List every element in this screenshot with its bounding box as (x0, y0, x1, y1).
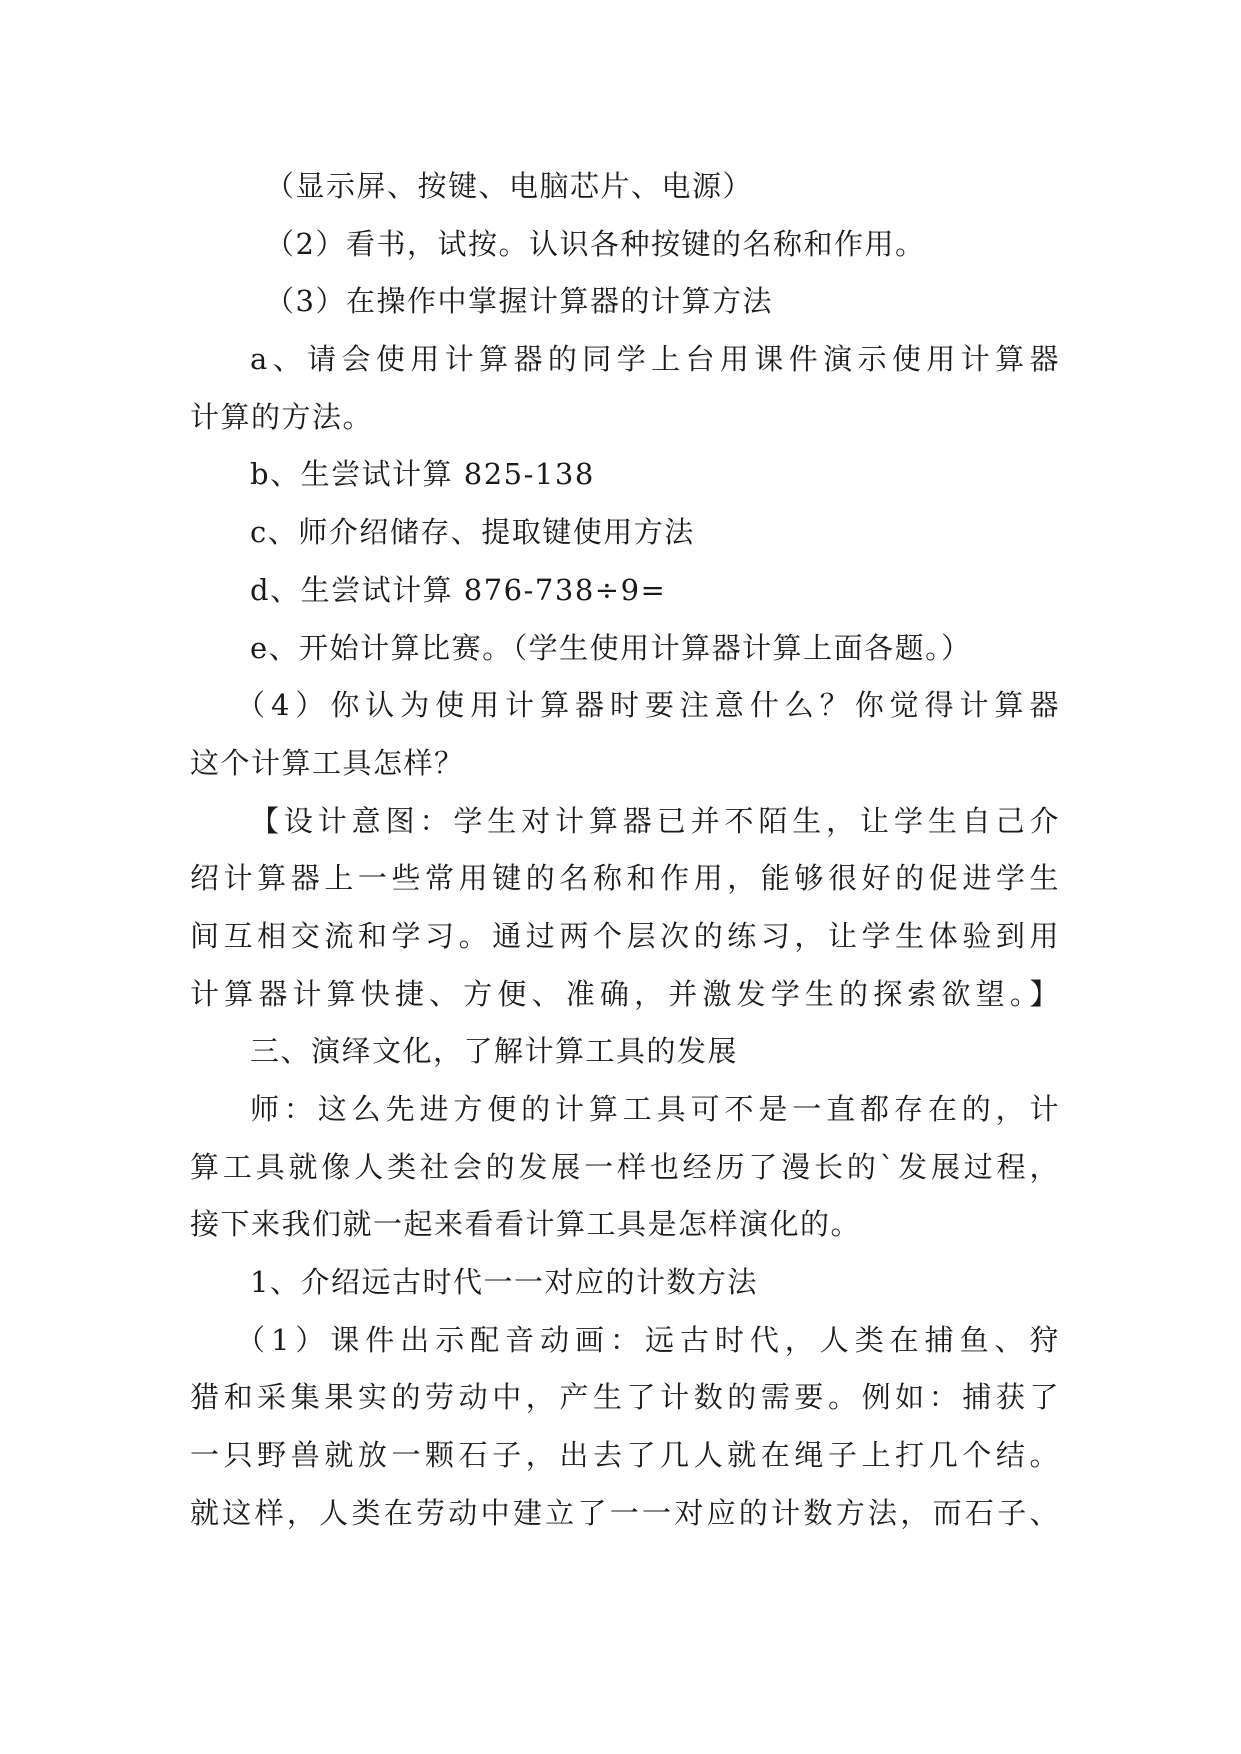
text-line: d、生尝试计算 876-738÷9= (250, 572, 667, 607)
text-line: 1、介绍远古时代一一对应的计数方法 (250, 1265, 758, 1300)
text-line: 这个计算工具怎样？ (190, 745, 465, 780)
text-line: （2）看书，试按。认识各种按键的名称和作用。 (265, 226, 926, 261)
text-line: e、开始计算比赛。（学生使用计算器计算上面各题。） (250, 630, 972, 665)
text-line: 师：这么先进方便的计算工具可不是一直都存在的，计 (250, 1092, 1060, 1126)
text-line: b、生尝试计算 825-138 (250, 457, 595, 492)
text-line: a、请会使用计算器的同学上台用课件演示使用计算器 (250, 342, 1060, 377)
text-line: （3）在操作中掌握计算器的计算方法 (265, 284, 773, 319)
text-line: （4）你认为使用计算器时要注意什么？你觉得计算器 (236, 688, 1060, 723)
text-line: 接下来我们就一起来看看计算工具是怎样演化的。 (190, 1207, 862, 1242)
document-body (190, 158, 1060, 1543)
text-line: 计算的方法。 (190, 399, 374, 434)
text-line: c、师介绍储存、提取键使用方法 (250, 515, 695, 550)
text-line: 就这样，人类在劳动中建立了一一对应的计数方法，而石子、 (190, 1495, 1060, 1530)
text-line: （1）课件出示配音动画：远古时代，人类在捕鱼、狩 (236, 1322, 1060, 1357)
text-line: 猎和采集果实的劳动中，产生了计数的需要。例如：捕获了 (190, 1380, 1060, 1415)
text-line: 【设计意图：学生对计算器已并不陌生，让学生自己介 (250, 803, 1060, 838)
text-line: 算工具就像人类社会的发展一样也经历了漫长的`发展过程， (190, 1149, 1060, 1184)
text-line: 绍计算器上一些常用键的名称和作用，能够很好的促进学生 (190, 861, 1060, 896)
text-line: 三、演绎文化，了解计算工具的发展 (250, 1034, 739, 1069)
text-line: 间互相交流和学习。通过两个层次的练习，让学生体验到用 (190, 918, 1060, 953)
text-line: 一只野兽就放一颗石子，出去了几人就在绳子上打几个结。 (190, 1438, 1060, 1473)
text-line: 计算器计算快捷、方便、准确，并激发学生的探索欲望。】 (190, 976, 1060, 1011)
text-line: （显示屏、按键、电脑芯片、电源） (265, 169, 754, 203)
